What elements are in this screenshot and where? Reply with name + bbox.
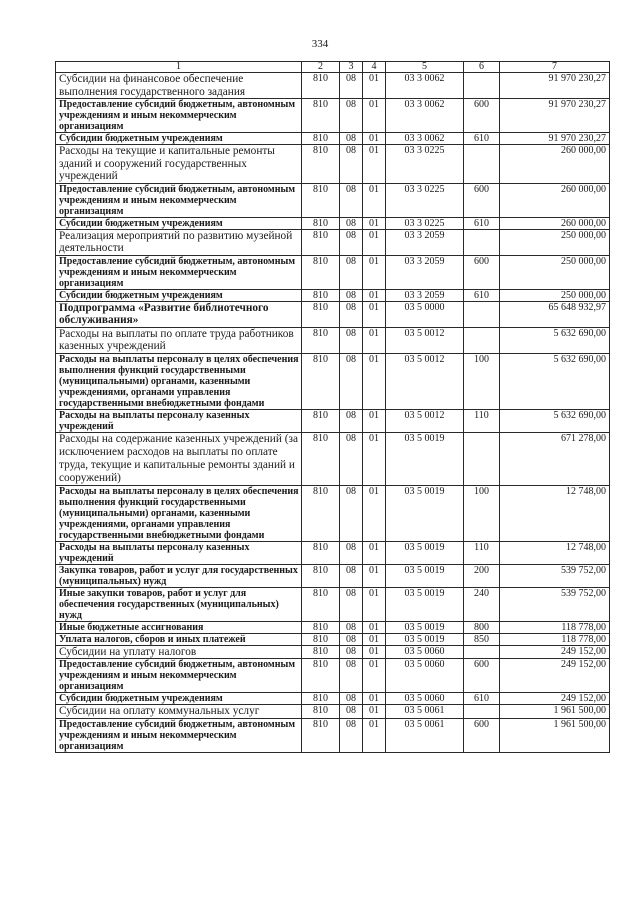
table-row [56, 564, 610, 587]
code-cell-5: 03 3 0062 [386, 99, 464, 133]
table-row [56, 289, 610, 301]
code-cell-6: 610 [464, 217, 500, 229]
code-cell-3: 08 [340, 409, 363, 432]
row-name-cell: Предоставление субсидий бюджетным, автономным учреждениям и иным некоммерческим организациям [56, 183, 302, 217]
row-name-cell: Расходы на выплаты персоналу в целях обеспечения выполнения функций государственными (муниципальными) органами, казенными учреждениями, органами управления государственными внебюджетными фондами [56, 485, 302, 541]
amount-cell: 249 152,00 [500, 693, 610, 705]
code-cell-3: 08 [340, 633, 363, 645]
code-cell-3: 08 [340, 564, 363, 587]
row-name-cell: Предоставление субсидий бюджетным, автономным учреждениям и иным некоммерческим организациям [56, 718, 302, 752]
table-row [56, 541, 610, 564]
table-row [56, 705, 610, 719]
code-cell-4: 01 [363, 353, 386, 409]
table-row [56, 409, 610, 432]
code-cell-2: 810 [302, 255, 340, 289]
table-row [56, 133, 610, 145]
code-cell-6: 600 [464, 255, 500, 289]
row-name-cell: Иные бюджетные ассигнования [56, 621, 302, 633]
code-cell-4: 01 [363, 541, 386, 564]
code-cell-6: 240 [464, 587, 500, 621]
code-cell-6 [464, 229, 500, 255]
code-cell-5: 03 5 0012 [386, 409, 464, 432]
row-name-cell: Субсидии бюджетным учреждениям [56, 693, 302, 705]
code-cell-2: 810 [302, 183, 340, 217]
code-cell-3: 08 [340, 255, 363, 289]
code-cell-2: 810 [302, 645, 340, 659]
code-cell-6: 610 [464, 289, 500, 301]
row-name-cell: Субсидии бюджетным учреждениям [56, 133, 302, 145]
table-header-row [56, 62, 610, 73]
code-cell-6: 610 [464, 693, 500, 705]
code-cell-3: 08 [340, 353, 363, 409]
row-name-cell: Закупка товаров, работ и услуг для государственных (муниципальных) нужд [56, 564, 302, 587]
budget-table [55, 61, 610, 753]
amount-cell: 671 278,00 [500, 432, 610, 485]
code-cell-4: 01 [363, 289, 386, 301]
table-row [56, 485, 610, 541]
row-name-cell: Расходы на содержание казенных учреждений (за исключением расходов на выплаты по оплате труда, текущие и капитальные ремонты зданий и сооружений) [56, 432, 302, 485]
code-cell-3: 08 [340, 99, 363, 133]
code-cell-2: 810 [302, 621, 340, 633]
code-cell-5: 03 3 0225 [386, 183, 464, 217]
code-cell-3: 08 [340, 289, 363, 301]
table-row [56, 73, 610, 99]
code-cell-6 [464, 645, 500, 659]
code-cell-4: 01 [363, 99, 386, 133]
amount-cell: 539 752,00 [500, 587, 610, 621]
code-cell-2: 810 [302, 409, 340, 432]
code-cell-5: 03 5 0060 [386, 659, 464, 693]
row-name-cell: Предоставление субсидий бюджетным, автономным учреждениям и иным некоммерческим организациям [56, 99, 302, 133]
code-cell-5: 03 5 0000 [386, 301, 464, 327]
table-row [56, 718, 610, 752]
code-cell-3: 08 [340, 645, 363, 659]
code-cell-6: 110 [464, 409, 500, 432]
code-cell-6 [464, 705, 500, 719]
code-cell-3: 08 [340, 301, 363, 327]
row-name-cell: Субсидии на оплату коммунальных услуг [56, 705, 302, 719]
code-cell-4: 01 [363, 327, 386, 353]
code-cell-3: 08 [340, 541, 363, 564]
table-row [56, 645, 610, 659]
code-cell-4: 01 [363, 659, 386, 693]
code-cell-3: 08 [340, 693, 363, 705]
code-cell-5: 03 5 0012 [386, 353, 464, 409]
amount-cell: 260 000,00 [500, 145, 610, 184]
amount-cell: 249 152,00 [500, 645, 610, 659]
code-cell-2: 810 [302, 659, 340, 693]
table-row [56, 633, 610, 645]
code-cell-4: 01 [363, 301, 386, 327]
code-cell-6 [464, 145, 500, 184]
code-cell-6: 600 [464, 718, 500, 752]
code-cell-6: 800 [464, 621, 500, 633]
code-cell-5: 03 5 0019 [386, 564, 464, 587]
column-header: 2 [302, 62, 340, 73]
row-name-cell: Предоставление субсидий бюджетным, автономным учреждениям и иным некоммерческим организациям [56, 255, 302, 289]
amount-cell: 12 748,00 [500, 485, 610, 541]
row-name-cell: Подпрограмма «Развитие библиотечного обслуживания» [56, 301, 302, 327]
amount-cell: 1 961 500,00 [500, 705, 610, 719]
code-cell-5: 03 3 0062 [386, 73, 464, 99]
code-cell-2: 810 [302, 485, 340, 541]
code-cell-4: 01 [363, 73, 386, 99]
code-cell-2: 810 [302, 633, 340, 645]
code-cell-6: 600 [464, 99, 500, 133]
code-cell-5: 03 5 0060 [386, 645, 464, 659]
code-cell-2: 810 [302, 718, 340, 752]
code-cell-2: 810 [302, 301, 340, 327]
code-cell-4: 01 [363, 705, 386, 719]
amount-cell: 260 000,00 [500, 217, 610, 229]
amount-cell: 118 778,00 [500, 633, 610, 645]
code-cell-4: 01 [363, 693, 386, 705]
row-name-cell: Субсидии на уплату налогов [56, 645, 302, 659]
code-cell-4: 01 [363, 587, 386, 621]
code-cell-4: 01 [363, 409, 386, 432]
amount-cell: 118 778,00 [500, 621, 610, 633]
table-row [56, 217, 610, 229]
code-cell-3: 08 [340, 217, 363, 229]
code-cell-3: 08 [340, 229, 363, 255]
table-row [56, 99, 610, 133]
row-name-cell: Иные закупки товаров, работ и услуг для обеспечения государственных (муниципальных) нужд [56, 587, 302, 621]
code-cell-4: 01 [363, 564, 386, 587]
code-cell-4: 01 [363, 145, 386, 184]
code-cell-6 [464, 73, 500, 99]
code-cell-3: 08 [340, 485, 363, 541]
row-name-cell: Субсидии бюджетным учреждениям [56, 289, 302, 301]
code-cell-4: 01 [363, 718, 386, 752]
code-cell-2: 810 [302, 541, 340, 564]
column-header: 3 [340, 62, 363, 73]
code-cell-6: 110 [464, 541, 500, 564]
code-cell-6: 850 [464, 633, 500, 645]
code-cell-3: 08 [340, 327, 363, 353]
code-cell-3: 08 [340, 659, 363, 693]
code-cell-2: 810 [302, 693, 340, 705]
code-cell-5: 03 3 0225 [386, 145, 464, 184]
code-cell-5: 03 5 0061 [386, 718, 464, 752]
code-cell-3: 08 [340, 145, 363, 184]
code-cell-4: 01 [363, 183, 386, 217]
row-name-cell: Уплата налогов, сборов и иных платежей [56, 633, 302, 645]
code-cell-2: 810 [302, 587, 340, 621]
code-cell-5: 03 5 0061 [386, 705, 464, 719]
code-cell-3: 08 [340, 432, 363, 485]
code-cell-4: 01 [363, 217, 386, 229]
table-row [56, 432, 610, 485]
code-cell-2: 810 [302, 229, 340, 255]
code-cell-6: 200 [464, 564, 500, 587]
code-cell-5: 03 5 0019 [386, 432, 464, 485]
amount-cell: 5 632 690,00 [500, 327, 610, 353]
amount-cell: 91 970 230,27 [500, 133, 610, 145]
code-cell-2: 810 [302, 353, 340, 409]
amount-cell: 12 748,00 [500, 541, 610, 564]
code-cell-2: 810 [302, 289, 340, 301]
row-name-cell: Расходы на текущие и капитальные ремонты зданий и сооружений государственных учреждений [56, 145, 302, 184]
code-cell-6: 600 [464, 183, 500, 217]
amount-cell: 249 152,00 [500, 659, 610, 693]
amount-cell: 5 632 690,00 [500, 409, 610, 432]
column-header: 4 [363, 62, 386, 73]
amount-cell: 91 970 230,27 [500, 73, 610, 99]
table-row [56, 693, 610, 705]
amount-cell: 250 000,00 [500, 255, 610, 289]
code-cell-3: 08 [340, 705, 363, 719]
code-cell-2: 810 [302, 73, 340, 99]
code-cell-5: 03 5 0019 [386, 587, 464, 621]
table-row [56, 621, 610, 633]
code-cell-4: 01 [363, 133, 386, 145]
amount-cell: 250 000,00 [500, 289, 610, 301]
code-cell-5: 03 5 0019 [386, 633, 464, 645]
code-cell-6: 610 [464, 133, 500, 145]
code-cell-5: 03 5 0019 [386, 541, 464, 564]
code-cell-2: 810 [302, 217, 340, 229]
table-row [56, 183, 610, 217]
row-name-cell: Реализация мероприятий по развитию музейной деятельности [56, 229, 302, 255]
code-cell-6: 100 [464, 485, 500, 541]
code-cell-2: 810 [302, 133, 340, 145]
amount-cell: 5 632 690,00 [500, 353, 610, 409]
row-name-cell: Расходы на выплаты по оплате труда работников казенных учреждений [56, 327, 302, 353]
row-name-cell: Предоставление субсидий бюджетным, автономным учреждениям и иным некоммерческим организациям [56, 659, 302, 693]
table-body [56, 62, 610, 753]
code-cell-4: 01 [363, 432, 386, 485]
code-cell-3: 08 [340, 587, 363, 621]
table-row [56, 145, 610, 184]
code-cell-3: 08 [340, 183, 363, 217]
column-header: 7 [500, 62, 610, 73]
row-name-cell: Расходы на выплаты персоналу казенных учреждений [56, 541, 302, 564]
code-cell-5: 03 5 0012 [386, 327, 464, 353]
table-row [56, 301, 610, 327]
code-cell-5: 03 3 2059 [386, 255, 464, 289]
code-cell-5: 03 3 2059 [386, 229, 464, 255]
code-cell-4: 01 [363, 255, 386, 289]
code-cell-5: 03 3 2059 [386, 289, 464, 301]
table-row [56, 255, 610, 289]
amount-cell: 539 752,00 [500, 564, 610, 587]
code-cell-3: 08 [340, 133, 363, 145]
table-row [56, 327, 610, 353]
code-cell-6: 600 [464, 659, 500, 693]
amount-cell: 260 000,00 [500, 183, 610, 217]
code-cell-2: 810 [302, 564, 340, 587]
code-cell-2: 810 [302, 432, 340, 485]
row-name-cell: Субсидии бюджетным учреждениям [56, 217, 302, 229]
code-cell-5: 03 3 0225 [386, 217, 464, 229]
code-cell-6 [464, 301, 500, 327]
code-cell-3: 08 [340, 621, 363, 633]
code-cell-2: 810 [302, 705, 340, 719]
table-row [56, 659, 610, 693]
column-header: 1 [56, 62, 302, 73]
code-cell-5: 03 5 0019 [386, 485, 464, 541]
column-header: 6 [464, 62, 500, 73]
amount-cell: 91 970 230,27 [500, 99, 610, 133]
code-cell-6 [464, 432, 500, 485]
row-name-cell: Расходы на выплаты персоналу казенных учреждений [56, 409, 302, 432]
code-cell-4: 01 [363, 229, 386, 255]
code-cell-4: 01 [363, 621, 386, 633]
table-row [56, 587, 610, 621]
code-cell-6 [464, 327, 500, 353]
code-cell-4: 01 [363, 633, 386, 645]
code-cell-5: 03 5 0019 [386, 621, 464, 633]
code-cell-3: 08 [340, 718, 363, 752]
row-name-cell: Субсидии на финансовое обеспечение выполнения государственного задания [56, 73, 302, 99]
code-cell-5: 03 5 0060 [386, 693, 464, 705]
page-number: 334 [311, 38, 329, 50]
code-cell-3: 08 [340, 73, 363, 99]
code-cell-2: 810 [302, 99, 340, 133]
column-header: 5 [386, 62, 464, 73]
amount-cell: 1 961 500,00 [500, 718, 610, 752]
code-cell-2: 810 [302, 327, 340, 353]
amount-cell: 250 000,00 [500, 229, 610, 255]
table-row [56, 229, 610, 255]
table-row [56, 353, 610, 409]
code-cell-2: 810 [302, 145, 340, 184]
code-cell-4: 01 [363, 485, 386, 541]
code-cell-6: 100 [464, 353, 500, 409]
code-cell-5: 03 3 0062 [386, 133, 464, 145]
code-cell-4: 01 [363, 645, 386, 659]
amount-cell: 65 648 932,97 [500, 301, 610, 327]
row-name-cell: Расходы на выплаты персоналу в целях обеспечения выполнения функций государственными (муниципальными) органами, казенными учреждениями, органами управления государственными внебюджетными фондами [56, 353, 302, 409]
